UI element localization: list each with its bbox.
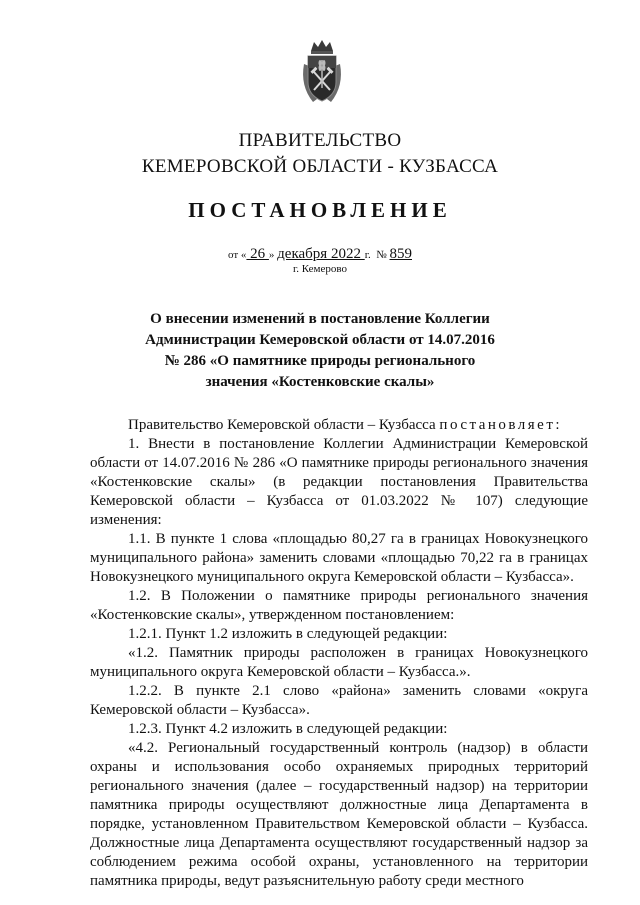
- date-prefix: от «: [228, 249, 247, 261]
- subject-line: О внесении изменений в постановление Коллегии: [150, 311, 490, 327]
- subject-line: значения «Костенковские скалы»: [205, 374, 435, 390]
- date-year-suffix: г.: [364, 249, 371, 261]
- document-body: [90, 416, 588, 891]
- date-month-year: декабря 2022: [277, 246, 365, 262]
- document-place: г. Кемерово: [292, 263, 348, 275]
- paragraph: 1.2.1. Пункт 1.2 изложить в следующей редакции:: [128, 626, 448, 642]
- intro-text: Правительство Кемеровской области – Кузбасса: [128, 417, 440, 433]
- paragraph: «1.2. Памятник природы расположен в границах Новокузнецкого муниципального округа Кемеровской области – Кузбасса.».: [90, 645, 588, 680]
- paragraph: 1.2.3. Пункт 4.2 изложить в следующей редакции:: [128, 721, 448, 737]
- document-number: 859: [389, 246, 412, 262]
- intro-paragraph: [90, 416, 588, 435]
- paragraph: 1. Внести в постановление Коллегии Администрации Кемеровской области от 14.07.2016 № 286 «О памятнике природы регионального значения «Костенковские скалы» (в редакции постановления Правительства Кемеровской области – Кузбасса от 01.03.2022 № 107) следующие изменения:: [90, 436, 588, 528]
- paragraph: 1.1. В пункте 1 слова «площадью 80,27 га в границах Новокузнецкого муниципального района» заменить словами «площадью 70,22 га в границах Новокузнецкого муниципального округа Кемеровской области – Кузбасса».: [90, 531, 588, 585]
- government-name-line2: КЕМЕРОВСКОЙ ОБЛАСТИ - КУЗБАССА: [141, 156, 499, 177]
- subject-line: № 286 «О памятнике природы регионального: [164, 353, 476, 369]
- subject-line: Администрации Кемеровской области от 14.07.2016: [145, 332, 495, 348]
- date-quote-close: »: [268, 249, 278, 261]
- number-prefix: №: [370, 249, 390, 261]
- paragraph: 1.2.2. В пункте 2.1 слово «района» заменить словами «округа Кемеровской области – Кузбасса».: [90, 683, 588, 718]
- paragraph: 1.2. В Положении о памятнике природы регионального значения «Костенковские скалы», утвержденном постановлением:: [90, 588, 588, 623]
- date-and-number: [0, 246, 640, 263]
- coat-of-arms-icon: [299, 38, 345, 108]
- government-name-line1: ПРАВИТЕЛЬСТВО: [238, 130, 402, 151]
- date-day: 26: [246, 246, 269, 262]
- paragraph: «4.2. Региональный государственный контроль (надзор) в области охраны и использования особо охраняемых природных территорий регионального значения (далее – государственный надзор) на территории памятника природы осуществляют должностные лица Департамента в порядке, установленном Правительством Кемеровской области – Кузбасса. Должностные лица Департамента осуществляют государственный надзор за соблюдением режима особой охраны, установленного на территории памятника природы, ведут разъяснительную работу среди местного: [90, 740, 588, 889]
- document-type: ПОСТАНОВЛЕНИЕ: [188, 198, 452, 222]
- document-subject: [0, 309, 640, 393]
- decree-word: постановляет:: [439, 417, 563, 433]
